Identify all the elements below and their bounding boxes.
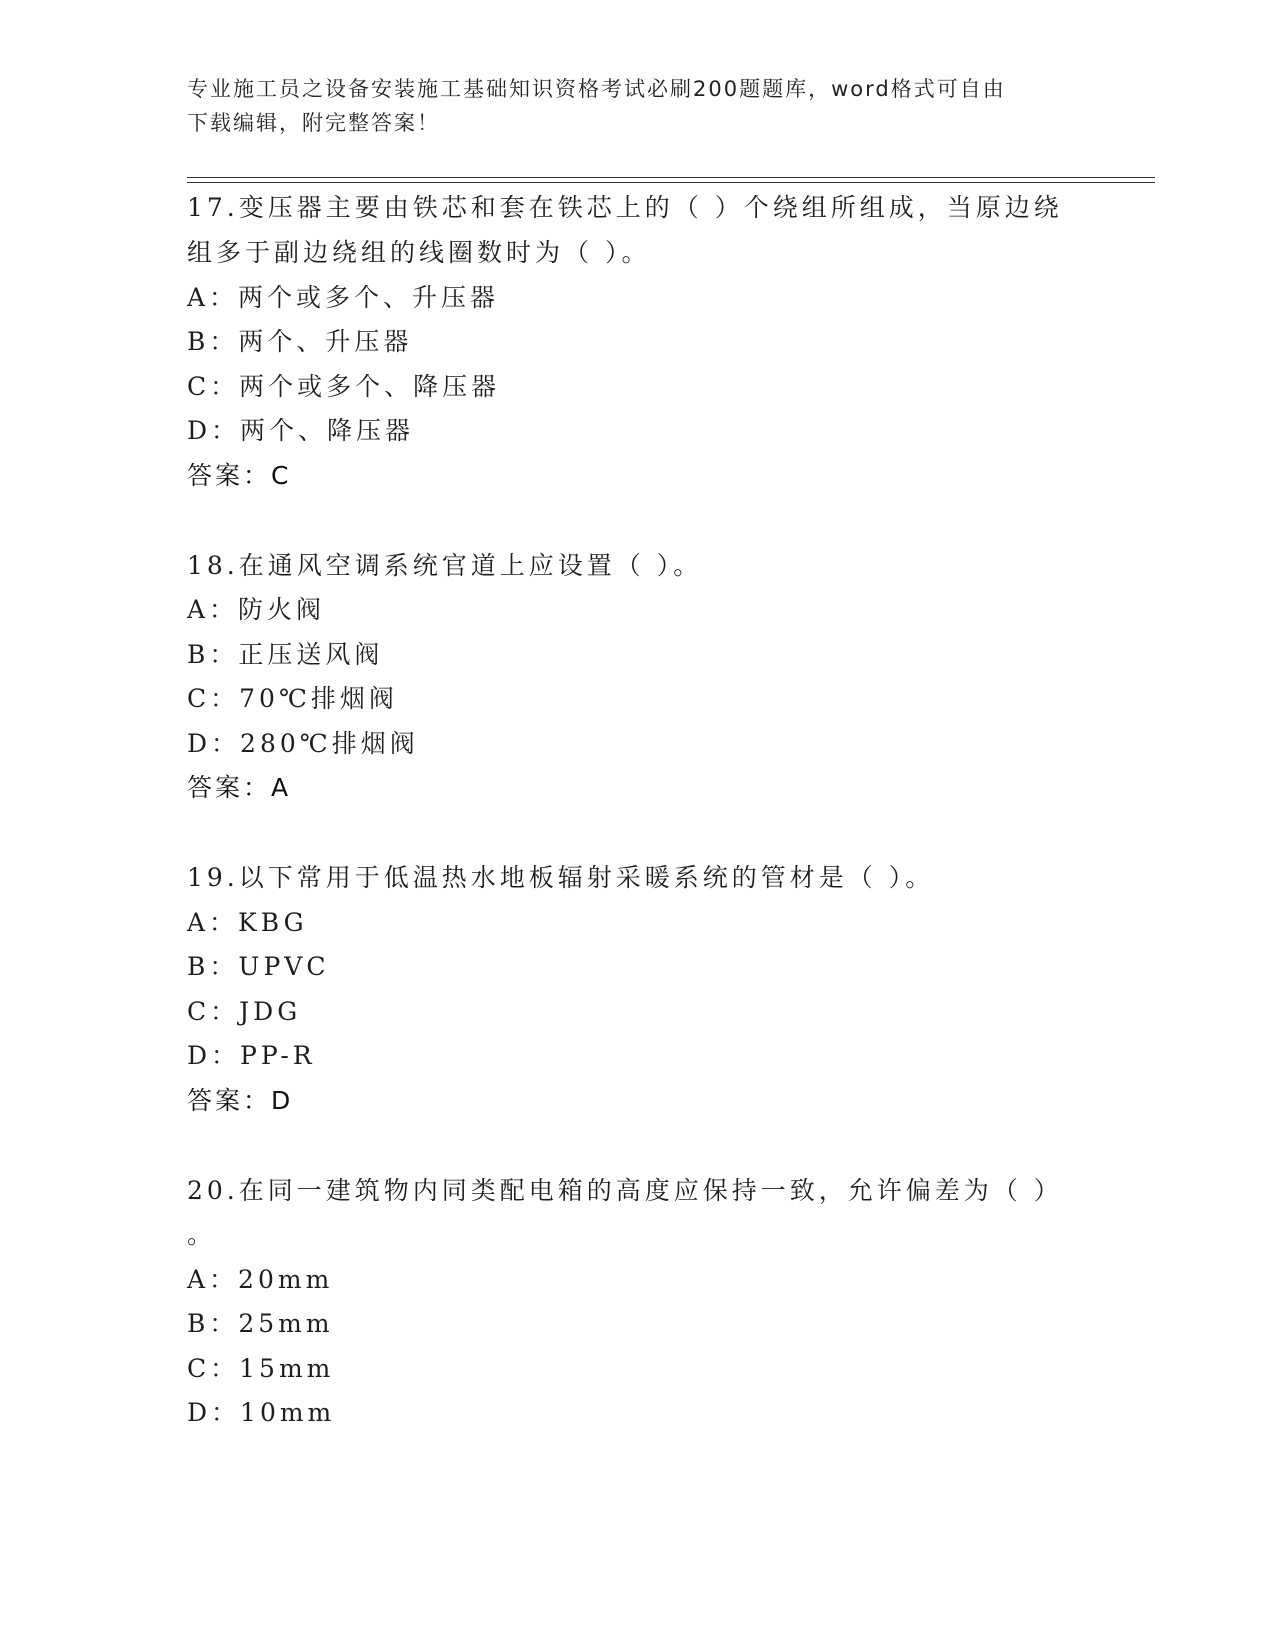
option-c: C：15mm (187, 1354, 335, 1383)
answer: 答案：D (187, 1086, 294, 1115)
question-stem: 20.在同一建筑物内同类配电箱的高度应保持一致，允许偏差为（ ） (187, 1176, 1063, 1205)
question-stem-cont: 。 (187, 1220, 217, 1249)
option-d: D：两个、降压器 (187, 416, 415, 445)
option-b: B：UPVC (187, 952, 330, 981)
option-a: A：KBG (187, 908, 308, 937)
question-stem: 17.变压器主要由铁芯和套在铁芯上的（ ）个绕组所组成，当原边绕 (187, 193, 1063, 222)
option-c: C：两个或多个、降压器 (187, 372, 501, 401)
header-rule-bottom (187, 182, 1155, 183)
question-stem: 19.以下常用于低温热水地板辐射采暖系统的管材是（ ）。 (187, 863, 935, 892)
option-b: B：25mm (187, 1309, 334, 1338)
option-a: A：防火阀 (187, 595, 326, 624)
option-d: D：280℃排烟阀 (187, 729, 419, 758)
option-c: C：JDG (187, 997, 302, 1026)
option-a: A：20mm (187, 1265, 334, 1294)
option-d: D：PP-R (187, 1041, 316, 1070)
header-line-1: 专业施工员之设备安装施工基础知识资格考试必刷200题题库，word格式可自由 (187, 77, 1006, 101)
document-header (187, 72, 1067, 140)
answer: 答案：A (187, 773, 292, 802)
answer: 答案：C (187, 461, 292, 490)
option-a: A：两个或多个、升压器 (187, 283, 500, 312)
header-rule-top (187, 177, 1155, 178)
question-stem-cont: 组多于副边绕组的线圈数时为（ ）。 (187, 238, 651, 267)
option-b: B：两个、升压器 (187, 327, 413, 356)
option-b: B：正压送风阀 (187, 640, 384, 669)
option-c: C：70℃排烟阀 (187, 684, 398, 713)
option-d: D：10mm (187, 1398, 336, 1427)
question-stem: 18.在通风空调系统官道上应设置（ ）。 (187, 551, 703, 580)
header-line-2: 下载编辑，附完整答案！ (187, 111, 440, 135)
